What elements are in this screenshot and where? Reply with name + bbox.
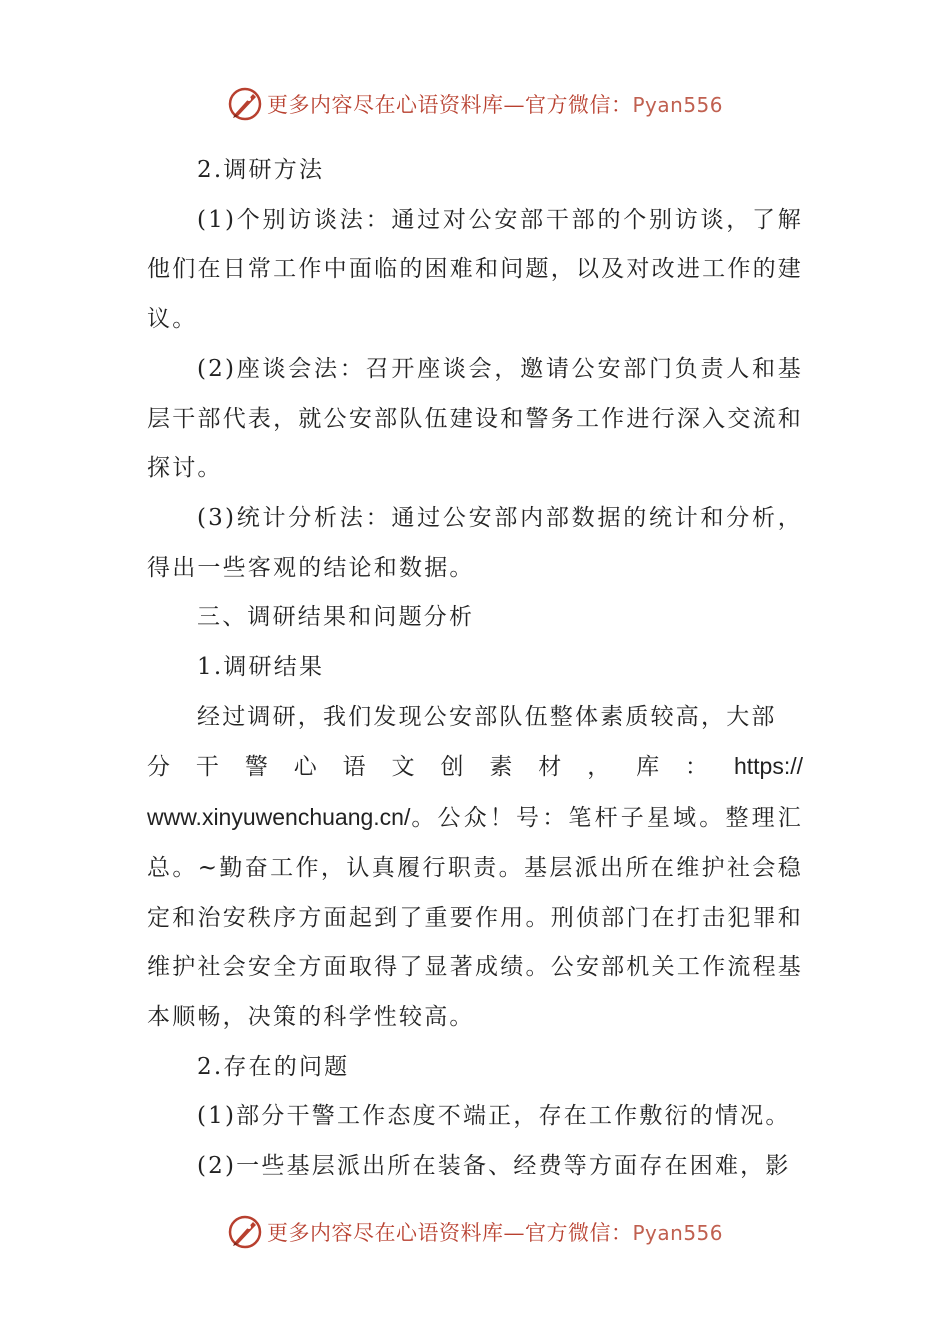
source-link-domain[interactable]: www.xinyuwenchuang.cn/	[147, 804, 411, 831]
source-link[interactable]: https://	[733, 753, 803, 780]
document-body	[147, 146, 803, 1192]
pen-logo-icon	[227, 1214, 263, 1250]
paragraph: (2)座谈会法：召开座谈会，邀请公安部门负责人和基层干部代表，就公安部队伍建设和警务工作进行深入交流和探讨。	[147, 355, 803, 482]
wechat-id: Pyan556	[632, 1221, 723, 1245]
paragraph-continued: www.xinyuwenchuang.cn/。公众！号：笔杆子星域。整理汇总。~勤奋工作，认真履行职责。基层派出所在维护社会稳定和治安秩序方面起到了重要作用。刑侦部门在打击犯罪和维护社会安全方面取得了显著成绩。公安部机关工作流程基本顺畅，决策的科学性较高。	[147, 804, 803, 1030]
banner-text: 更多内容尽在心语资料库—官方微信：Pyan556	[266, 1221, 723, 1245]
paragraph-line: 经过调研，我们发现公安部队伍整体素质较高，大部	[197, 703, 777, 730]
footer-banner	[0, 1210, 950, 1254]
paragraph: (1)部分干警工作态度不端正，存在工作敷衍的情况。	[197, 1103, 791, 1130]
pen-logo-icon	[227, 86, 263, 122]
section-heading: 1.调研结果	[197, 654, 325, 681]
paragraph: (3)统计分析法：通过公安部内部数据的统计和分析，得出一些客观的结论和数据。	[147, 504, 803, 581]
paragraph: (1)个别访谈法：通过对公安部干部的个别访谈，了解他们在日常工作中面临的困难和问题，以及对改进工作的建议。	[147, 206, 803, 333]
section-heading: 三、调研结果和问题分析	[197, 604, 475, 631]
section-heading: 2.存在的问题	[197, 1053, 350, 1080]
paragraph-line-spaced: 分 干 警 心 语 文 创 素 材 ， 库 ： https://	[147, 753, 803, 781]
wechat-id: Pyan556	[632, 93, 723, 117]
banner-text: 更多内容尽在心语资料库—官方微信：Pyan556	[266, 93, 723, 117]
paragraph: (2)一些基层派出所在装备、经费等方面存在困难，影	[197, 1153, 791, 1180]
header-banner	[0, 82, 950, 126]
section-heading: 2.调研方法	[197, 157, 325, 183]
